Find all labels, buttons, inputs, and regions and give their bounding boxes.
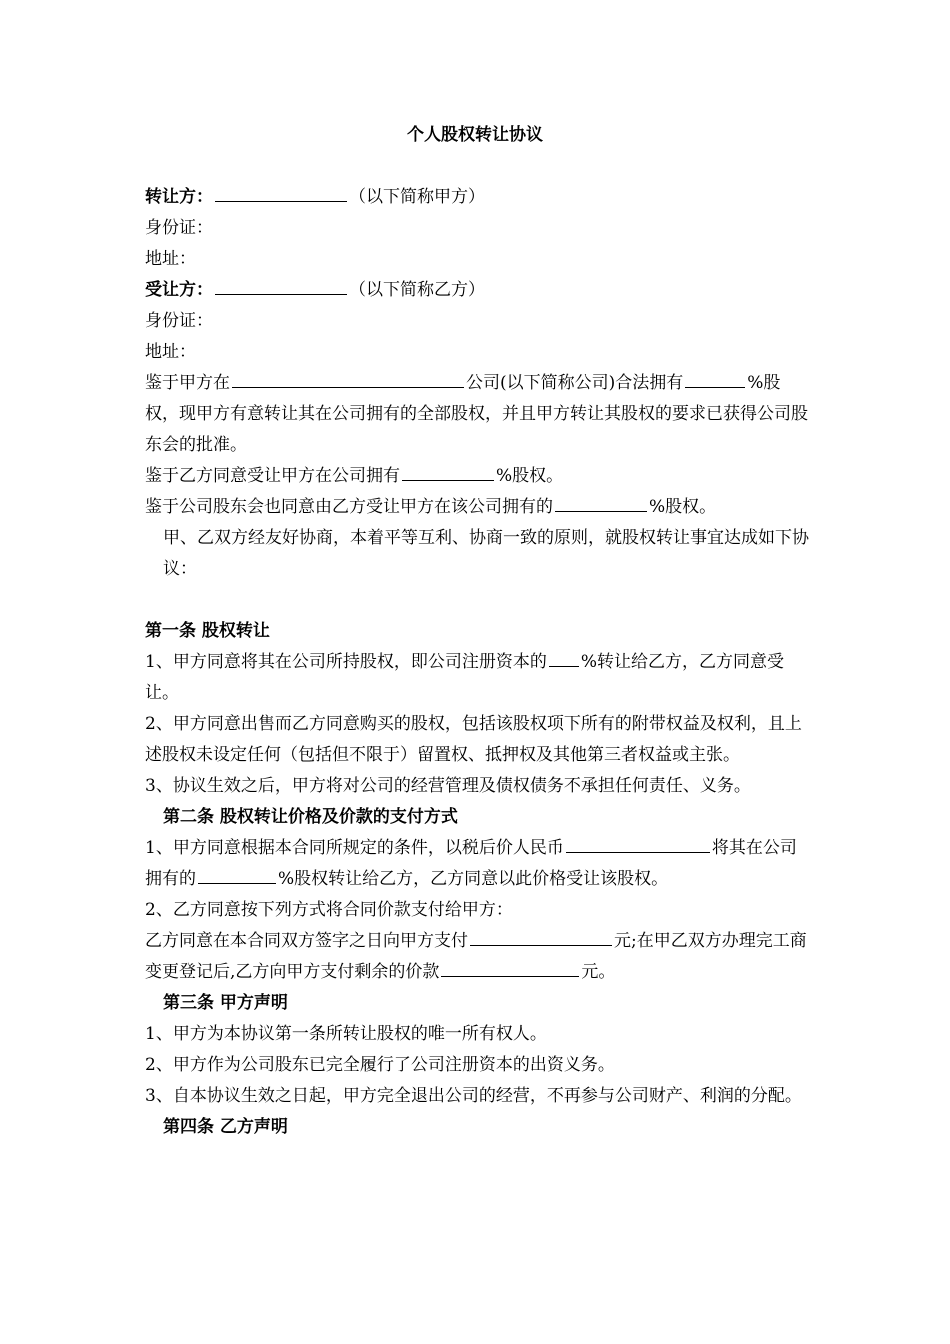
transferor-label: 转让方： [145,187,213,207]
transferor-suffix: （以下简称甲方） [349,187,485,207]
document-title: 个人股权转让协议 [407,125,543,145]
article-1-clause-1-text-a: 1、甲方同意将其在公司所持股权，即公司注册资本的 [145,652,547,672]
transferee-id: 身份证： [145,311,213,331]
article-4-heading: 第四条 乙方声明 [163,1117,288,1137]
transferor-line [145,182,813,213]
recital-1-text-a: 鉴于甲方在 [145,373,230,393]
article-2-clause-3-text-b: 元;在甲乙双方办理完工商变更登记后,乙方向甲方支付剩余的价款 [145,931,807,982]
transferee-blank [215,276,347,295]
first-payment-blank [470,927,612,946]
transferee-line [145,275,813,306]
recital-3-blank [555,493,647,512]
article-3-clause-2: 2、甲方作为公司股东已完全履行了公司注册资本的出资义务。 [145,1055,615,1075]
document-body [145,182,813,1143]
article-1-clause-3: 3、协议生效之后，甲方将对公司的经营管理及债权债务不承担任何责任、义务。 [145,776,751,796]
article-1-heading: 第一条 股权转让 [145,621,270,641]
recital-1-text-d: 股权，现甲方有意转让其在公司拥有的全部股权，并且甲方转让其股权的要求已获得公司股东会的批准。 [145,373,808,455]
article-2-clause-3 [145,926,813,988]
article-2-clause-1-text-b: 将其在公司拥有的 [145,838,797,889]
remaining-payment-blank [441,958,579,977]
article-3-clause-1: 1、甲方为本协议第一条所转让股权的唯一所有权人。 [145,1024,547,1044]
article-1-clause-1 [145,647,813,709]
transferee-suffix: （以下简称乙方） [349,280,485,300]
transferee-label: 受让方： [145,280,213,300]
recital-2-blank [402,462,494,481]
recital-1 [145,368,813,461]
recital-3 [145,492,813,523]
transferee-address: 地址： [145,342,196,362]
recital-2-text-b: %股权。 [496,466,564,486]
article-1-percent-blank [549,648,579,667]
recital-3-text-a: 鉴于公司股东会也同意由乙方受让甲方在该公司拥有的 [145,497,553,517]
transferor-blank [215,183,347,202]
article-1-clause-1-text-b: %转让给乙方，乙方同意受让。 [145,652,784,703]
price-blank [566,834,710,853]
article-3-clause-3: 3、自本协议生效之日起，甲方完全退出公司的经营，不再参与公司财产、利润的分配。 [145,1086,802,1106]
article-2-clause-1-text-a: 1、甲方同意根据本合同所规定的条件，以税后价人民币 [145,838,564,858]
article-2-heading: 第二条 股权转让价格及价款的支付方式 [163,807,458,827]
percent-blank [685,369,745,388]
recital-2 [145,461,813,492]
article-2-clause-1-text-c: %股权转让给乙方，乙方同意以此价格受让该股权。 [278,869,669,889]
transferor-id: 身份证： [145,218,213,238]
article-1-clause-2: 2、甲方同意出售而乙方同意购买的股权，包括该股权项下所有的附带权益及权利，且上述股权未设定任何（包括但不限于）留置权、抵押权及其他第三者权益或主张。 [145,714,802,765]
article-2-clause-1 [145,833,813,895]
recital-1-text-c: % [747,373,764,393]
recital-4: 甲、乙双方经友好协商，本着平等互利、协商一致的原则，就股权转让事宜达成如下协议： [163,528,809,579]
recital-2-text-a: 鉴于乙方同意受让甲方在公司拥有 [145,466,400,486]
article-2-clause-2: 2、乙方同意按下列方式将合同价款支付给甲方： [145,900,513,920]
transferor-address: 地址： [145,249,196,269]
article-2-clause-3-text-a: 乙方同意在本合同双方签字之日向甲方支付 [145,931,468,951]
recital-1-text-b: 公司(以下简称公司)合法拥有 [466,373,684,393]
company-name-blank [232,369,464,388]
article-3-heading: 第三条 甲方声明 [163,993,288,1013]
recital-3-text-b: %股权。 [649,497,717,517]
article-2-clause-3-text-c: 元。 [581,962,616,982]
article-2-percent-blank [198,865,276,884]
spacer [145,585,813,616]
